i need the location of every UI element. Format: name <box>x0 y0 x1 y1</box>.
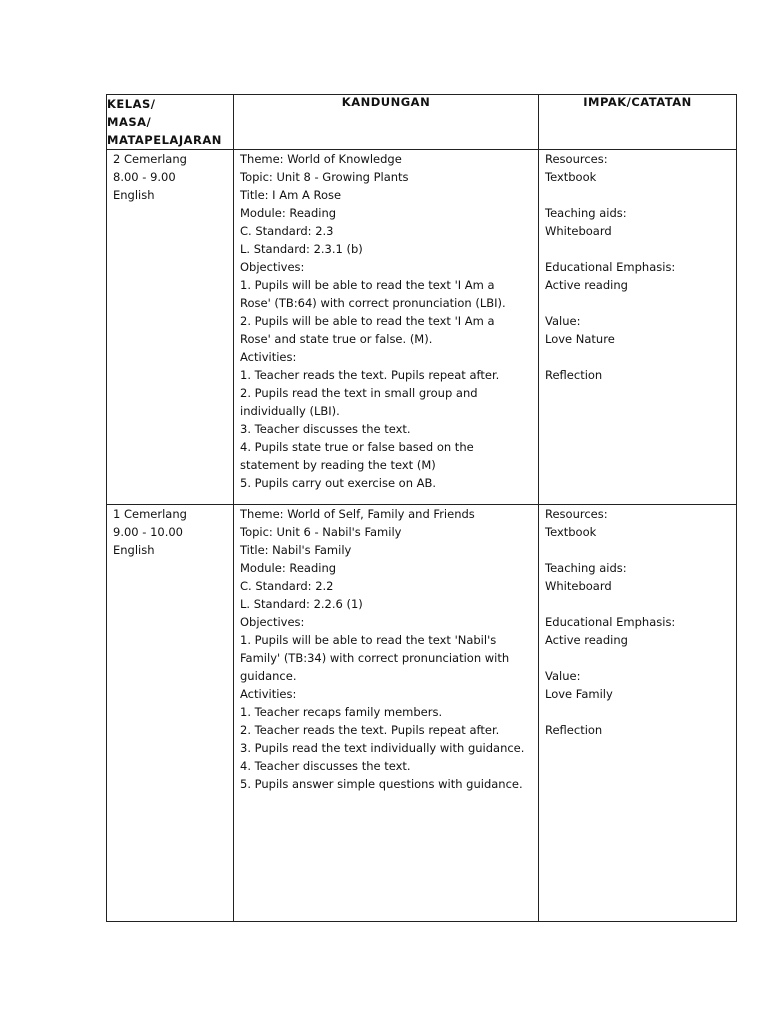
cell-line <box>545 541 732 559</box>
cell-line: C. Standard: 2.3 <box>240 224 334 238</box>
cell-line: Reflection <box>545 368 603 382</box>
cell-line: Educational Emphasis: <box>545 615 676 629</box>
cell-kelas <box>107 505 234 922</box>
cell-line: 2 Cemerlang <box>113 152 187 166</box>
cell-line: Theme: World of Knowledge <box>240 152 402 166</box>
cell-line: 1. Pupils will be able to read the text 'Nabil's <box>240 633 497 647</box>
cell-line: 4. Pupils state true or false based on the <box>240 440 474 454</box>
cell-line: Teaching aids: <box>545 561 627 575</box>
cell-line: L. Standard: 2.3.1 (b) <box>240 242 363 256</box>
cell-line: Resources: <box>545 507 608 521</box>
cell-line: 1 Cemerlang <box>113 507 187 521</box>
cell-body <box>234 505 538 793</box>
cell-line: C. Standard: 2.2 <box>240 579 334 593</box>
cell-line: Family' (TB:34) with correct pronunciation with <box>240 651 510 665</box>
cell-line: Activities: <box>240 687 297 701</box>
cell-line <box>545 240 732 258</box>
cell-line <box>545 294 732 312</box>
cell-body <box>234 150 538 492</box>
cell-body <box>107 505 233 559</box>
cell-line: Topic: Unit 6 - Nabil's Family <box>240 525 402 539</box>
cell-line: 5. Pupils answer simple questions with guidance. <box>240 777 523 791</box>
cell-line: Whiteboard <box>545 579 612 593</box>
cell-line: Objectives: <box>240 615 305 629</box>
cell-impak <box>539 150 737 505</box>
cell-line: Textbook <box>545 525 597 539</box>
cell-line: Active reading <box>545 278 628 292</box>
header-kelas <box>107 95 234 150</box>
cell-line: Module: Reading <box>240 561 337 575</box>
cell-line: 3. Pupils read the text individually with guidance. <box>240 741 525 755</box>
header-kandungan: KANDUNGAN <box>234 95 539 150</box>
cell-line <box>545 186 732 204</box>
cell-line: Objectives: <box>240 260 305 274</box>
cell-impak <box>539 505 737 922</box>
cell-body <box>539 150 736 384</box>
cell-line: Theme: World of Self, Family and Friends <box>240 507 475 521</box>
lesson-plan-table <box>106 94 737 922</box>
cell-line <box>545 703 732 721</box>
cell-line: L. Standard: 2.2.6 (1) <box>240 597 363 611</box>
cell-line: 1. Teacher recaps family members. <box>240 705 443 719</box>
cell-line: 1. Teacher reads the text. Pupils repeat after. <box>240 368 500 382</box>
cell-line: Module: Reading <box>240 206 337 220</box>
cell-line <box>545 595 732 613</box>
cell-line: statement by reading the text (M) <box>240 458 436 472</box>
cell-line: Educational Emphasis: <box>545 260 676 274</box>
cell-line: Topic: Unit 8 - Growing Plants <box>240 170 409 184</box>
header-impak: IMPAK/CATATAN <box>539 95 737 150</box>
cell-body <box>539 505 736 739</box>
cell-line: Title: Nabil's Family <box>240 543 352 557</box>
cell-line: Activities: <box>240 350 297 364</box>
cell-line: Active reading <box>545 633 628 647</box>
cell-line: Love Family <box>545 687 613 701</box>
cell-kandungan <box>234 150 539 505</box>
table-row <box>107 505 737 922</box>
cell-line: English <box>113 188 155 202</box>
cell-line: individually (LBI). <box>240 404 340 418</box>
cell-line: 2. Pupils read the text in small group and <box>240 386 478 400</box>
cell-line: 3. Teacher discusses the text. <box>240 422 411 436</box>
cell-line: Teaching aids: <box>545 206 627 220</box>
cell-line: guidance. <box>240 669 297 683</box>
cell-line <box>545 348 732 366</box>
cell-line: Value: <box>545 314 581 328</box>
cell-kelas <box>107 150 234 505</box>
cell-line: Textbook <box>545 170 597 184</box>
cell-line: 5. Pupils carry out exercise on AB. <box>240 476 437 490</box>
cell-line: English <box>113 543 155 557</box>
cell-line: 1. Pupils will be able to read the text 'I Am a <box>240 278 495 292</box>
cell-line: 2. Teacher reads the text. Pupils repeat after. <box>240 723 500 737</box>
table-header-row <box>107 95 737 150</box>
cell-line: Love Nature <box>545 332 615 346</box>
table-row <box>107 150 737 505</box>
cell-line: 9.00 - 10.00 <box>113 525 183 539</box>
cell-line: Whiteboard <box>545 224 612 238</box>
cell-body <box>107 150 233 204</box>
cell-line: Resources: <box>545 152 608 166</box>
cell-line: 8.00 - 9.00 <box>113 170 176 184</box>
cell-kandungan <box>234 505 539 922</box>
cell-line <box>545 649 732 667</box>
cell-line: Reflection <box>545 723 603 737</box>
cell-line: 4. Teacher discusses the text. <box>240 759 411 773</box>
header-kelas-line: KELAS/ <box>107 97 156 111</box>
cell-line: Value: <box>545 669 581 683</box>
header-kelas-line: MATAPELAJARAN <box>107 133 222 147</box>
cell-line: Title: I Am A Rose <box>240 188 342 202</box>
cell-line: 2. Pupils will be able to read the text 'I Am a <box>240 314 495 328</box>
cell-line: Rose' and state true or false. (M). <box>240 332 433 346</box>
header-kelas-line: MASA/ <box>107 115 152 129</box>
cell-line: Rose' (TB:64) with correct pronunciation (LBI). <box>240 296 506 310</box>
